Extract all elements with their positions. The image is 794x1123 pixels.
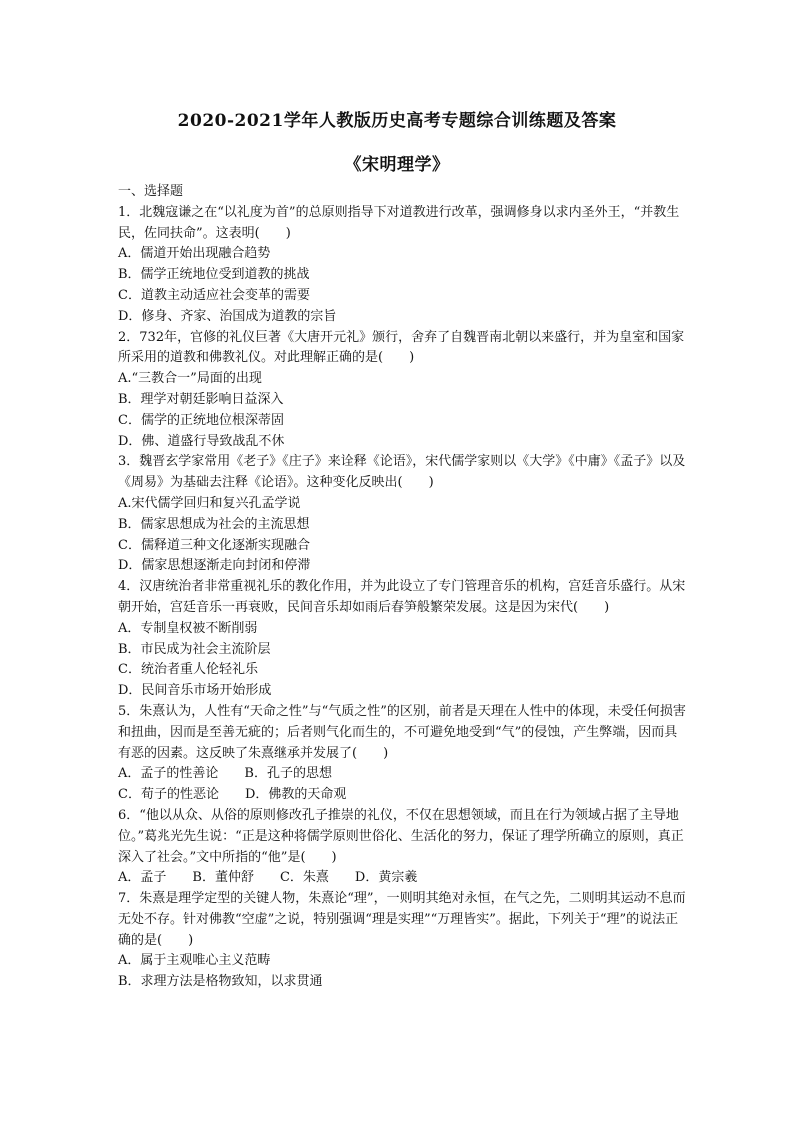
question-5-option-d: D．佛教的天命观 — [244, 787, 347, 803]
question-4-option-c: C．统治者重人伦轻礼乐 — [118, 662, 258, 678]
question-2-stem: 2．732年，官修的礼仪巨著《大唐开元礼》颁行，舍弃了自魏晋南北朝以来盛行，并为皇室和国家所采用的道教和佛教礼仪。对此理解正确的是( ) — [118, 329, 685, 366]
question-6-option-a: A．孟子 — [118, 870, 167, 886]
document-body — [118, 182, 686, 993]
question-1-option-c: C．道教主动适应社会变革的需要 — [118, 287, 310, 303]
question-5-options-row-1 — [118, 764, 686, 785]
question-3-option-b: B．儒家思想成为社会的主流思想 — [118, 516, 310, 532]
document-subtitle: 《宋明理学》 — [344, 155, 450, 175]
question-5-options-row-2 — [118, 785, 686, 806]
question-2-option-c: C．儒学的正统地位根深蒂固 — [118, 412, 284, 428]
question-7-option-a: A．属于主观唯心主义范畴 — [118, 953, 271, 969]
question-2-option-d: D．佛、道盛行导致战乱不休 — [118, 433, 285, 449]
question-6-stem: 6．“他以从众、从俗的原则修改孔子推崇的礼仪，不仅在思想领域，而且在行为领域占据了主导地位。”葛兆光先生说：“正是这种将儒学原则世俗化、生活化的努力，保证了理学所确立的原则，真正深入了社会。”文中所指的“他”是( ) — [118, 807, 684, 865]
question-6-option-c: C．朱熹 — [279, 870, 329, 886]
question-6-option-d: D．黄宗羲 — [354, 870, 418, 886]
question-1-stem: 1．北魏寇谦之在“以礼度为首”的总原则指导下对道教进行改革，强调修身以求内圣外王，“并教生民，佐同扶命”。这表明( ) — [118, 204, 680, 241]
question-6-option-b: B．董仲舒 — [192, 870, 254, 886]
question-7-stem: 7．朱熹是理学定型的关键人物，朱熹论“理”，一则明其绝对永恒，在气之先，二则明其运动不息而无处不存。针对佛教“空虚”之说，特别强调“理是实理”“万理皆实”。据此，下列关于“理”的说法正确的是( ) — [118, 891, 686, 948]
question-1-option-d: D．修身、齐家、治国成为道教的宗旨 — [118, 308, 337, 324]
question-3-option-c: C．儒释道三种文化逐渐实现融合 — [118, 537, 310, 553]
question-4-option-d: D．民间音乐市场开始形成 — [118, 683, 272, 699]
question-2-option-b: B．理学对朝廷影响日益深入 — [118, 391, 284, 407]
question-5-option-a: A．孟子的性善论 — [118, 766, 219, 782]
question-7-option-b: B．求理方法是格物致知，以求贯通 — [118, 974, 323, 990]
question-5-option-c: C．荀子的性恶论 — [118, 787, 219, 803]
question-3-option-a: A.宋代儒学回归和复兴孔孟学说 — [118, 495, 301, 511]
question-5-option-b: B．孔子的思想 — [244, 766, 332, 782]
question-3-option-d: D．儒家思想逐渐走向封闭和停滞 — [118, 558, 311, 574]
question-1-option-a: A．儒道开始出现融合趋势 — [118, 246, 271, 262]
question-2-option-a: A.“三教合一”局面的出现 — [118, 371, 262, 387]
question-3-stem: 3．魏晋玄学家常用《老子》《庄子》来诠释《论语》，宋代儒学家则以《大学》《中庸》《孟子》以及《周易》为基础去注释《论语》。这种变化反映出( ) — [118, 454, 686, 491]
question-4-stem: 4．汉唐统治者非常重视礼乐的教化作用，并为此设立了专门管理音乐的机构，宫廷音乐盛行。从宋朝开始，宫廷音乐一再衰败，民间音乐却如雨后春笋般繁荣发展。这是因为宋代( ) — [118, 579, 686, 615]
document-title: 2020-2021学年人教版历史高考专题综合训练题及答案 — [177, 111, 617, 131]
section-heading: 一、选择题 — [118, 184, 184, 199]
question-1-option-b: B．儒学正统地位受到道教的挑战 — [118, 267, 310, 283]
question-5-stem: 5．朱熹认为，人性有“天命之性”与“气质之性”的区别，前者是天理在人性中的体现，未受任何损害和扭曲，因而是至善无疵的；后者则气化而生的，不可避免地受到“气”的侵蚀，产生弊端，因而具有恶的因素。这反映了朱熹继承并发展了( ) — [118, 703, 686, 761]
question-6-options-row — [118, 868, 686, 889]
question-4-option-b: B．市民成为社会主流阶层 — [118, 641, 271, 657]
question-4-option-a: A．专制皇权被不断削弱 — [118, 620, 258, 636]
